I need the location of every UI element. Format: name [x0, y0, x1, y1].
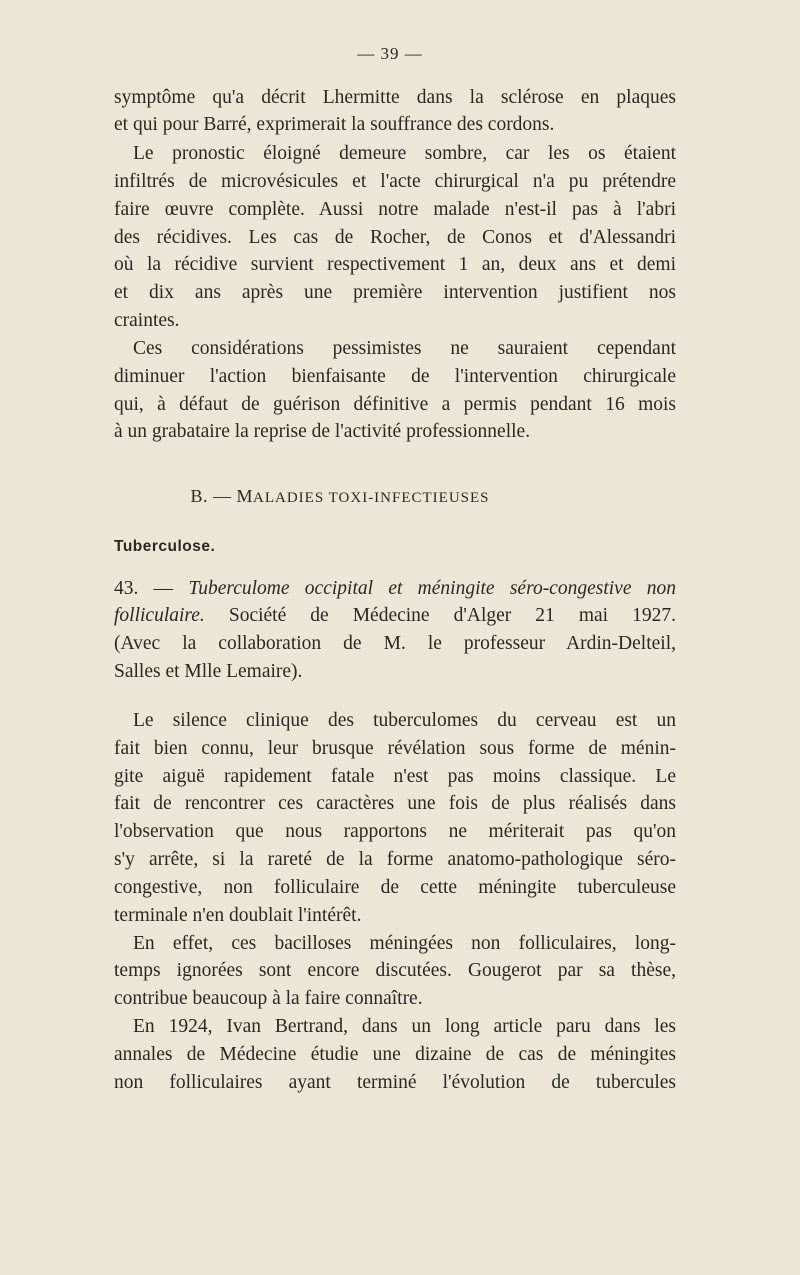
- text-line: fait bien connu, leur brusque révélation sous forme de ménin-: [114, 738, 676, 759]
- text-line: congestive, non folliculaire de cette méningite tuberculeuse: [114, 877, 676, 898]
- entry-title-line: [114, 576, 676, 602]
- text-line: des récidives. Les cas de Rocher, de Conos et d'Alessandri: [114, 227, 676, 248]
- entry-title: Tuberculome occipital et méningite séro-congestive non: [188, 578, 677, 599]
- section-heading-prefix: B. —: [190, 486, 237, 506]
- entry-collaboration: Salles et Mlle Lemaire).: [114, 661, 303, 682]
- text-line: Le pronostic éloigné demeure sombre, car les os étaient: [133, 143, 676, 164]
- section-heading: [0, 486, 680, 507]
- entry-collaboration: (Avec la collaboration de M. le professeur Ardin-Delteil,: [114, 633, 676, 654]
- text-line: non folliculaires ayant terminé l'évolution de tubercules: [114, 1072, 676, 1093]
- entry-source: Société de Médecine d'Alger 21 mai 1927.: [204, 605, 676, 626]
- text-line: Ces considérations pessimistes ne sauraient cependant: [133, 338, 676, 359]
- section-heading-cap: M: [236, 486, 253, 506]
- section-heading-title: ALADIES TOXI-INFECTIEUSES: [253, 490, 490, 506]
- text-line: et qui pour Barré, exprimerait la souffrance des cordons.: [114, 114, 555, 135]
- text-line: s'y arrête, si la rareté de la forme anatomo-pathologique séro-: [114, 849, 676, 870]
- text-line: et dix ans après une première intervention justifient nos: [114, 282, 676, 303]
- entry-number: 43. —: [114, 578, 189, 599]
- text-line: Le silence clinique des tuberculomes du cerveau est un: [133, 710, 676, 731]
- page-number: — 39 —: [357, 44, 423, 63]
- text-line: à un grabataire la reprise de l'activité professionnelle.: [114, 421, 531, 442]
- text-line: qui, à défaut de guérison définitive a permis pendant 16 mois: [114, 394, 676, 415]
- text-line: l'observation que nous rapportons ne mériterait pas qu'on: [114, 821, 676, 842]
- entry-title-line: [114, 603, 676, 629]
- entry-title-italic: folliculaire.: [114, 605, 205, 626]
- text-line: gite aiguë rapidement fatale n'est pas moins classique. Le: [114, 766, 676, 787]
- text-line: faire œuvre complète. Aussi notre malade n'est-il pas à l'abri: [114, 199, 676, 220]
- text-line: En 1924, Ivan Bertrand, dans un long article paru dans les: [133, 1016, 676, 1037]
- text-line: diminuer l'action bienfaisante de l'intervention chirurgicale: [114, 366, 676, 387]
- text-line: annales de Médecine étudie une dizaine de cas de méningites: [114, 1044, 676, 1065]
- text-line: infiltrés de microvésicules et l'acte chirurgical n'a pu prétendre: [114, 171, 676, 192]
- text-line: craintes.: [114, 310, 180, 331]
- subheading: Tuberculose.: [114, 538, 216, 555]
- text-line: fait de rencontrer ces caractères une fois de plus réalisés dans: [114, 793, 676, 814]
- text-line: où la récidive survient respectivement 1 an, deux ans et demi: [114, 254, 676, 275]
- text-line: temps ignorées sont encore discutées. Gougerot par sa thèse,: [114, 960, 676, 981]
- text-line: contribue beaucoup à la faire connaître.: [114, 988, 423, 1009]
- text-line: En effet, ces bacilloses méningées non folliculaires, long-: [133, 933, 676, 954]
- text-line: symptôme qu'a décrit Lhermitte dans la sclérose en plaques: [114, 87, 676, 108]
- text-line: terminale n'en doublait l'intérêt.: [114, 905, 362, 926]
